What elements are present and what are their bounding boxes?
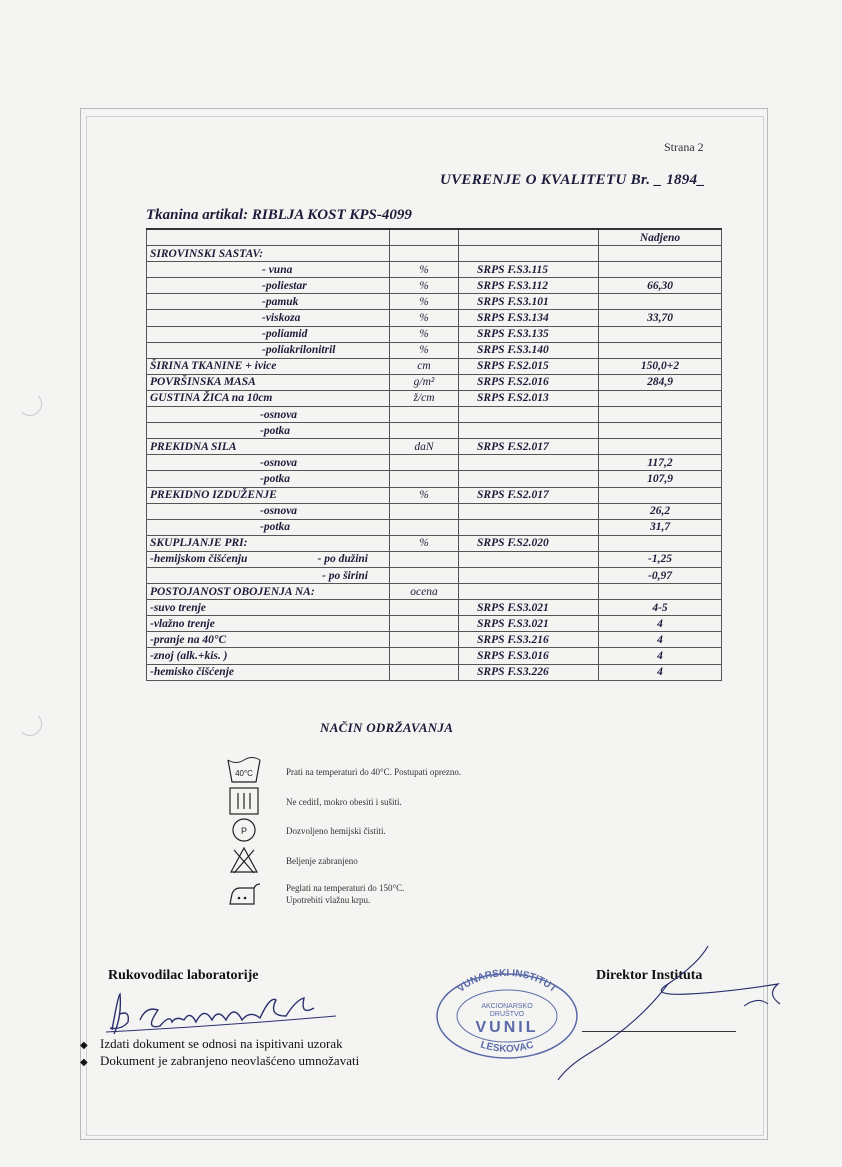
drip-dry-icon: [226, 786, 262, 816]
row-name-text: -vlažno trenje: [150, 617, 215, 630]
row-name: [147, 632, 390, 648]
table-row: [147, 262, 722, 278]
care-text-dry: Ne ceditI, mokro obesiti i sušiti.: [286, 797, 402, 807]
row-standard: SRPS F.S3.021: [459, 616, 599, 632]
table-row: [147, 503, 722, 519]
svg-text:VUNIL: VUNIL: [475, 1019, 539, 1036]
article-name: Tkanina artikal: RIBLJA KOST KPS-4099: [146, 207, 412, 223]
no-bleach-icon: [226, 845, 262, 875]
row-standard: SRPS F.S3.140: [459, 342, 599, 358]
row-value: 4: [599, 632, 722, 648]
row-unit: [390, 519, 459, 535]
row-name-text: -hemisko čišćenje: [150, 666, 234, 679]
svg-text:DRUŠTVO: DRUŠTVO: [489, 1011, 525, 1018]
lab-head-title: Rukovodilac laboratorije: [108, 968, 259, 983]
row-value: [599, 487, 722, 503]
svg-text:LESKOVAC: LESKOVAC: [478, 1039, 536, 1055]
table-row: [147, 358, 722, 374]
row-unit: %: [390, 487, 459, 503]
row-name: [147, 278, 390, 294]
row-name: [147, 246, 390, 262]
table-row: [147, 600, 722, 616]
punch-hole: [18, 392, 42, 416]
row-value: 26,2: [599, 503, 722, 519]
row-name: [147, 407, 390, 423]
row-name: [147, 374, 390, 390]
row-standard: [459, 423, 599, 439]
row-name: [147, 294, 390, 310]
row-unit: %: [390, 326, 459, 342]
care-text-wash: Prati na temperaturi do 40°C. Postupati oprezno.: [286, 767, 462, 777]
row-unit: [390, 423, 459, 439]
table-row: [147, 551, 722, 567]
care-row-dryclean: [226, 815, 386, 845]
row-value: [599, 294, 722, 310]
iron-two-dots-icon: [226, 878, 262, 908]
row-name: [147, 616, 390, 632]
row-unit: [390, 471, 459, 487]
row-standard: [459, 584, 599, 600]
row-name-text: POVRŠINSKA MASA: [150, 376, 256, 389]
row-name: [147, 503, 390, 519]
header-cell-standard: [459, 229, 599, 246]
row-unit: [390, 664, 459, 680]
row-name-text: -poliestar: [262, 279, 307, 292]
row-value: [599, 423, 722, 439]
row-name-text: ŠIRINA TKANINE + ivice: [150, 360, 277, 373]
page-number: Strana 2: [664, 140, 704, 154]
row-value: 117,2: [599, 455, 722, 471]
row-name-text: SKUPLJANJE PRI:: [150, 537, 248, 550]
wash-40-icon: [226, 756, 262, 786]
row-unit: daN: [390, 439, 459, 455]
row-name-text: GUSTINA ŽICA na 10cm: [150, 392, 273, 405]
table-row: [147, 294, 722, 310]
care-text-dryclean: Dozvoljeno hemijski čistiti.: [286, 826, 386, 836]
row-name-text: - vuna: [262, 263, 293, 276]
svg-text:40°C: 40°C: [235, 769, 253, 778]
row-name-text: -pamuk: [262, 295, 299, 308]
svg-text:VUNARSKI INSTITUT: VUNARSKI INSTITUT: [455, 968, 559, 995]
row-name-text: -osnova: [260, 408, 298, 421]
row-name: [147, 648, 390, 664]
row-name: [147, 551, 390, 567]
row-standard: SRPS F.S3.135: [459, 326, 599, 342]
bullet-icon: ◆: [80, 1057, 88, 1068]
row-unit: [390, 616, 459, 632]
row-value: 4: [599, 664, 722, 680]
row-name: [147, 326, 390, 342]
table-row: [147, 648, 722, 664]
row-value: 284,9: [599, 374, 722, 390]
row-name-text: -suvo trenje: [150, 601, 206, 614]
care-text-iron-line1: Peglati na temperaturi do 150°C.: [286, 883, 405, 893]
header-cell-unit: [390, 229, 459, 246]
director-signature: [548, 944, 788, 1084]
director-title: Direktor Instituta: [596, 968, 703, 983]
dry-clean-p-icon: [226, 815, 262, 845]
row-unit: %: [390, 342, 459, 358]
row-unit: %: [390, 278, 459, 294]
row-name: [147, 358, 390, 374]
care-row-bleach: [226, 845, 358, 875]
row-name-text: -poliamid: [262, 328, 308, 341]
row-name: [147, 310, 390, 326]
svg-text:P: P: [240, 826, 248, 836]
row-standard: [459, 471, 599, 487]
row-value: [599, 407, 722, 423]
row-value: 4: [599, 648, 722, 664]
row-name: [147, 600, 390, 616]
row-standard: [459, 551, 599, 567]
table-header-row: [147, 229, 722, 246]
row-standard: [459, 567, 599, 583]
row-standard: [459, 503, 599, 519]
row-unit: ž/cm: [390, 390, 459, 406]
row-name-text: -potka: [260, 521, 291, 534]
table-row: [147, 584, 722, 600]
table-row: [147, 567, 722, 583]
row-unit: %: [390, 294, 459, 310]
table-row: [147, 439, 722, 455]
row-name: [147, 390, 390, 406]
row-name-text: POSTOJANOST OBOJENJA NA:: [150, 585, 315, 598]
row-unit: [390, 632, 459, 648]
row-standard: SRPS F.S2.017: [459, 487, 599, 503]
row-name-text: -potka: [260, 472, 291, 485]
table-row: [147, 664, 722, 680]
row-name: [147, 567, 390, 583]
row-standard: SRPS F.S3.134: [459, 310, 599, 326]
table-row: [147, 278, 722, 294]
row-value: 33,70: [599, 310, 722, 326]
row-value: [599, 342, 722, 358]
row-standard: SRPS F.S3.216: [459, 632, 599, 648]
table-row: [147, 535, 722, 551]
care-text-iron: [286, 882, 404, 906]
row-standard: SRPS F.S3.115: [459, 262, 599, 278]
row-name: [147, 664, 390, 680]
row-name: [147, 342, 390, 358]
header-cell-name: [147, 229, 390, 246]
care-title: NAČIN ODRŽAVANJA: [320, 720, 454, 735]
row-name-text: SIROVINSKI SASTAV:: [150, 247, 264, 260]
row-name: [147, 519, 390, 535]
table-row: [147, 326, 722, 342]
row-standard: SRPS F.S2.020: [459, 535, 599, 551]
row-standard: [459, 455, 599, 471]
row-standard: SRPS F.S2.017: [459, 439, 599, 455]
row-name-text: -viskoza: [262, 312, 301, 325]
row-standard: SRPS F.S3.021: [459, 600, 599, 616]
row-name: [147, 487, 390, 503]
row-name-text: -poliakrilonitril: [262, 344, 336, 357]
row-unit: [390, 407, 459, 423]
row-value: 66,30: [599, 278, 722, 294]
care-text-iron-line2: Upotrebiti vlažnu krpu.: [286, 895, 371, 905]
row-value: [599, 246, 722, 262]
row-name: [147, 455, 390, 471]
row-unit: [390, 567, 459, 583]
row-standard: SRPS F.S2.015: [459, 358, 599, 374]
row-standard: [459, 407, 599, 423]
row-value: [599, 262, 722, 278]
row-unit: [390, 503, 459, 519]
row-standard: SRPS F.S3.112: [459, 278, 599, 294]
row-value: -1,25: [599, 551, 722, 567]
row-value: [599, 535, 722, 551]
row-value: [599, 439, 722, 455]
row-unit: [390, 551, 459, 567]
note-2: [80, 1053, 359, 1069]
row-value: 107,9: [599, 471, 722, 487]
row-unit: [390, 455, 459, 471]
row-standard: [459, 519, 599, 535]
table-row: [147, 487, 722, 503]
bullet-icon: ◆: [80, 1040, 88, 1051]
row-name: [147, 423, 390, 439]
row-unit: ocena: [390, 584, 459, 600]
row-unit: [390, 246, 459, 262]
row-value: 4: [599, 616, 722, 632]
row-name-sub: - po širini: [321, 569, 368, 582]
row-unit: g/m²: [390, 374, 459, 390]
row-value: [599, 326, 722, 342]
note-2-text: Dokument je zabranjeno neovlašćeno umnožavati: [100, 1053, 360, 1068]
care-row-wash: [226, 756, 462, 786]
row-standard: SRPS F.S2.013: [459, 390, 599, 406]
table-row: [147, 471, 722, 487]
row-name-main: -hemijskom čišćenju: [150, 553, 248, 566]
row-name-text: -pranje na 40°C: [150, 633, 227, 646]
row-value: 150,0+2: [599, 358, 722, 374]
row-name: [147, 535, 390, 551]
table-row: [147, 632, 722, 648]
row-standard: SRPS F.S3.016: [459, 648, 599, 664]
row-unit: %: [390, 310, 459, 326]
table-row: [147, 423, 722, 439]
quality-table: [146, 228, 722, 681]
row-unit: cm: [390, 358, 459, 374]
table-row: [147, 342, 722, 358]
row-value: [599, 390, 722, 406]
svg-text:AKCIONARSKO: AKCIONARSKO: [481, 1003, 533, 1010]
row-name-text: -potka: [260, 424, 291, 437]
row-name-text: -znoj (alk.+kis. ): [150, 649, 228, 662]
care-row-dry: [226, 786, 402, 816]
row-standard: SRPS F.S2.016: [459, 374, 599, 390]
row-value: [599, 584, 722, 600]
punch-hole: [18, 712, 42, 736]
table-row: [147, 616, 722, 632]
row-unit: %: [390, 535, 459, 551]
row-name-text: -osnova: [260, 505, 298, 518]
header-cell-found: Nadjeno: [599, 229, 722, 246]
row-unit: [390, 600, 459, 616]
care-row-iron: [226, 878, 405, 908]
table-row: [147, 246, 722, 262]
table-row: [147, 374, 722, 390]
table-row: [147, 519, 722, 535]
row-name: [147, 262, 390, 278]
row-name-text: -osnova: [260, 456, 298, 469]
row-name: [147, 471, 390, 487]
certificate-title: UVERENJE O KVALITETU Br. _ 1894_: [440, 172, 706, 188]
row-standard: [459, 246, 599, 262]
row-unit: [390, 648, 459, 664]
row-name-sub: - po dužini: [317, 553, 368, 566]
row-value: -0,97: [599, 567, 722, 583]
table-row: [147, 310, 722, 326]
table-row: [147, 390, 722, 406]
row-name-text: PREKIDNO IZDUŽENJE: [150, 489, 277, 502]
note-1: [80, 1036, 343, 1052]
note-1-text: Izdati dokument se odnosi na ispitivani uzorak: [100, 1036, 343, 1051]
row-standard: SRPS F.S3.226: [459, 664, 599, 680]
row-unit: %: [390, 262, 459, 278]
row-value: 31,7: [599, 519, 722, 535]
table-row: [147, 455, 722, 471]
row-name-text: PREKIDNA SILA: [150, 440, 237, 453]
row-standard: SRPS F.S3.101: [459, 294, 599, 310]
care-text-bleach: Beljenje zabranjeno: [286, 856, 358, 866]
row-name: [147, 439, 390, 455]
table-row: [147, 407, 722, 423]
row-value: 4-5: [599, 600, 722, 616]
row-name: [147, 584, 390, 600]
